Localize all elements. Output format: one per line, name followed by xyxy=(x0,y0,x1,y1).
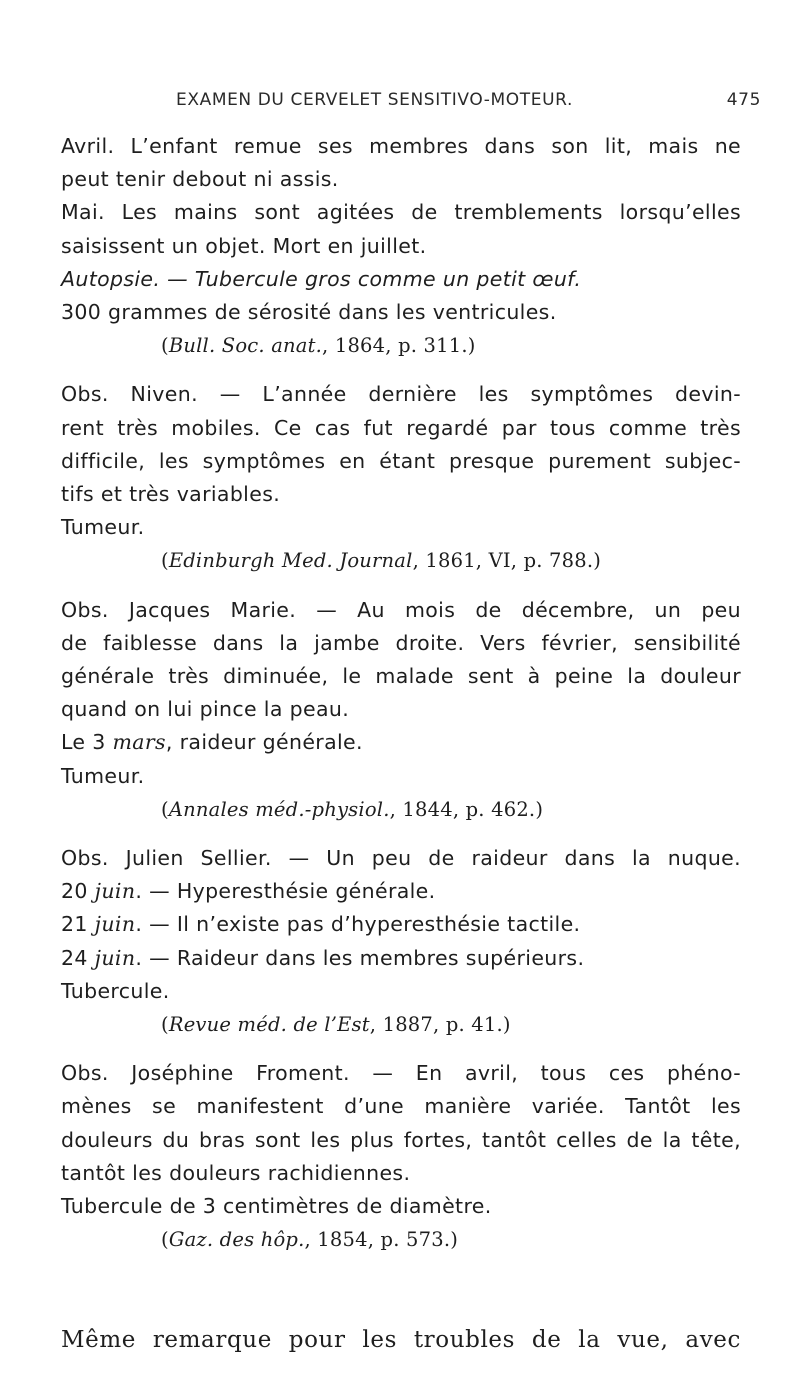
bibliographic-reference: (Edinburgh Med. Journal, 1861, VI, p. 788.) xyxy=(161,549,602,573)
page-number: 475 xyxy=(726,90,761,110)
text-line: de faiblesse dans la jambe droite. Vers février, sensibilité xyxy=(61,630,741,655)
body-text xyxy=(61,130,741,1257)
spacer xyxy=(61,826,741,842)
date-month: juin xyxy=(94,912,136,937)
date-text: . — Raideur dans les membres supérieurs. xyxy=(135,945,585,970)
text-line: quand on lui pince la peau. xyxy=(61,697,350,722)
date-text: . — Il n’existe pas d’hyperesthésie tactile. xyxy=(135,912,581,937)
text-line: 300 grammes de sérosité dans les ventricules. xyxy=(61,300,557,325)
spacer xyxy=(61,578,741,594)
text-line: Avril. L’enfant remue ses membres dans son lit, mais ne xyxy=(61,134,741,158)
spacer xyxy=(61,362,741,378)
dated-line xyxy=(61,726,741,759)
text-line: saisissent un objet. Mort en juillet. xyxy=(61,233,427,258)
observation-niven xyxy=(61,378,741,577)
date-text: . — Hyperesthésie générale. xyxy=(135,879,436,904)
dated-line xyxy=(61,942,741,975)
text-line: Obs. Julien Sellier. — Un peu de raideur dans la nuque. xyxy=(61,846,741,871)
observation-jacques-marie xyxy=(61,594,741,826)
text-line: tantôt les douleurs rachidiennes. xyxy=(61,1160,411,1185)
text-line: Obs. Niven. — L’année dernière les symptômes devin- xyxy=(61,382,741,407)
date-month: mars xyxy=(112,730,166,755)
date-day: 24 xyxy=(61,945,95,970)
closing-line: Même remarque pour les troubles de la vue, avec xyxy=(61,1327,741,1353)
date-day: 21 xyxy=(61,912,95,937)
text-line: Obs. Joséphine Froment. — En avril, tous ces phéno- xyxy=(61,1061,741,1086)
reference-details: , 1864, p. 311.) xyxy=(322,334,476,358)
text-line: mènes se manifestent d’une manière variée. Tantôt les xyxy=(61,1094,741,1119)
date-prefix: Le 3 xyxy=(61,730,113,755)
date-month: juin xyxy=(94,879,136,904)
bibliographic-reference: (Revue méd. de l’Est, 1887, p. 41.) xyxy=(161,1013,511,1037)
journal-title: Edinburgh Med. Journal xyxy=(168,549,413,573)
text-line: Mai. Les mains sont agitées de tremblements lorsqu’elles xyxy=(61,200,741,225)
reference-details: , 1854, p. 573.) xyxy=(304,1228,459,1252)
text-line-autopsie xyxy=(61,263,741,296)
journal-title: Bull. Soc. anat. xyxy=(168,334,323,358)
bibliographic-reference: (Gaz. des hôp., 1854, p. 573.) xyxy=(161,1228,459,1252)
date-day: 20 xyxy=(61,879,95,904)
text-line: tifs et très variables. xyxy=(61,482,281,507)
journal-title: Annales méd.-physiol. xyxy=(168,797,390,821)
reference-details: , 1887, p. 41.) xyxy=(369,1013,511,1037)
paragraph-avril xyxy=(61,130,741,362)
text-line: Obs. Jacques Marie. — Au mois de décembre, un peu xyxy=(61,597,741,622)
text-line: générale très diminuée, le malade sent à peine la douleur xyxy=(61,664,741,689)
text-line: douleurs du bras sont les plus fortes, tantôt celles de la tête, xyxy=(61,1127,741,1152)
observation-julien-sellier xyxy=(61,842,741,1041)
text-line: Tubercule. xyxy=(61,978,170,1003)
text-line: Tumeur. xyxy=(61,763,145,788)
date-text: , raideur générale. xyxy=(165,730,363,755)
bibliographic-reference: (Bull. Soc. anat., 1864, p. 311.) xyxy=(161,334,476,358)
reference-details: , 1844, p. 462.) xyxy=(389,797,544,821)
journal-title: Revue méd. de l’Est xyxy=(168,1013,370,1037)
dated-line xyxy=(61,908,741,941)
text-line: difficile, les symptômes en étant presque purement subjec- xyxy=(61,448,741,473)
date-month: juin xyxy=(94,945,136,970)
text-line: rent très mobiles. Ce cas fut regardé par tous comme très xyxy=(61,415,741,440)
journal-title: Gaz. des hôp. xyxy=(168,1228,305,1252)
reference-details: , 1861, VI, p. 788.) xyxy=(412,549,602,573)
running-head-title: EXAMEN DU CERVELET SENSITIVO-MOTEUR. xyxy=(176,90,573,110)
text-line: peut tenir debout ni assis. xyxy=(61,167,339,192)
text-line: Tubercule de 3 centimètres de diamètre. xyxy=(61,1194,492,1219)
spacer xyxy=(61,1041,741,1057)
running-head xyxy=(176,90,761,114)
dated-line xyxy=(61,875,741,908)
bibliographic-reference: (Annales méd.-physiol., 1844, p. 462.) xyxy=(161,797,544,821)
autopsie-text: . — Tubercule gros comme un petit œuf. xyxy=(153,266,582,291)
autopsie-label: Autopsie xyxy=(61,266,154,291)
observation-josephine-froment xyxy=(61,1057,741,1256)
text-line: Tumeur. xyxy=(61,515,145,540)
